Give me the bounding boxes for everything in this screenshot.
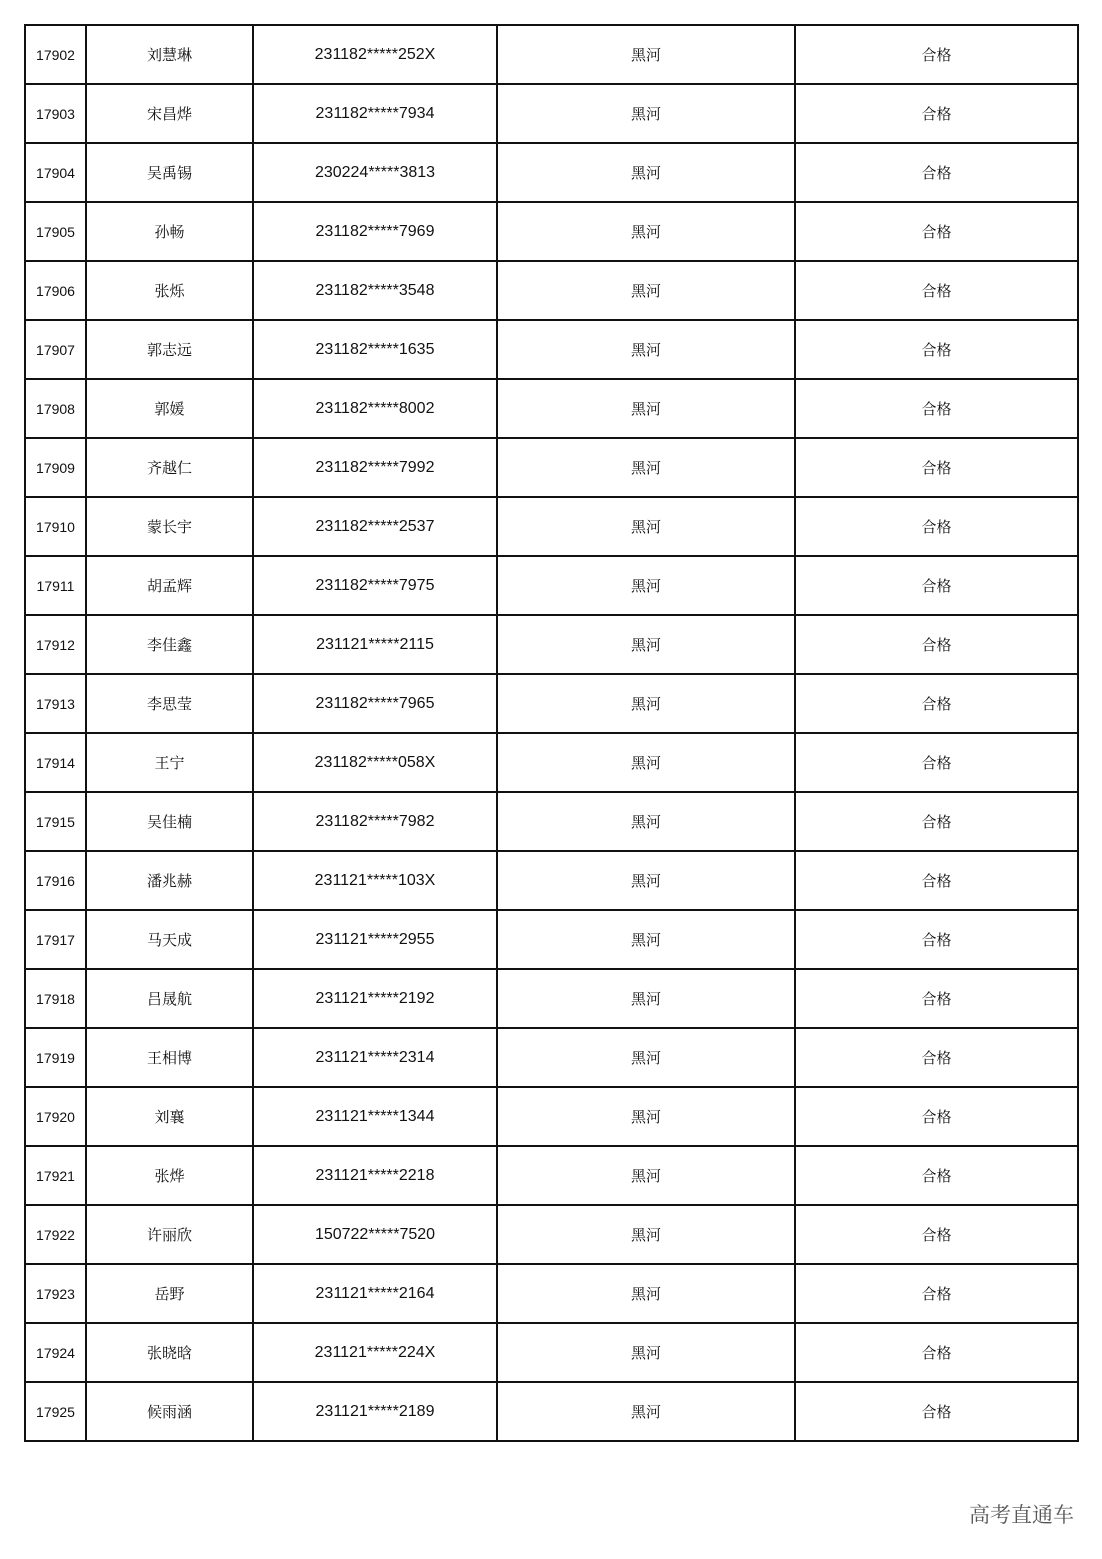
table-row — [25, 1028, 1078, 1087]
table-row — [25, 261, 1078, 320]
cell-number: 17924 — [25, 1323, 86, 1382]
cell-id-number: 231121*****2192 — [253, 969, 497, 1028]
cell-result: 合格 — [795, 1205, 1078, 1264]
cell-region: 黑河 — [497, 969, 795, 1028]
table-row — [25, 497, 1078, 556]
cell-result: 合格 — [795, 1382, 1078, 1441]
cell-id-number: 231182*****1635 — [253, 320, 497, 379]
cell-result: 合格 — [795, 674, 1078, 733]
cell-region: 黑河 — [497, 84, 795, 143]
cell-number: 17913 — [25, 674, 86, 733]
cell-result: 合格 — [795, 497, 1078, 556]
cell-id-number: 231182*****058X — [253, 733, 497, 792]
cell-region: 黑河 — [497, 733, 795, 792]
cell-region: 黑河 — [497, 1028, 795, 1087]
cell-name: 吴禹锡 — [86, 143, 253, 202]
table-row — [25, 615, 1078, 674]
cell-region: 黑河 — [497, 1146, 795, 1205]
cell-region: 黑河 — [497, 1264, 795, 1323]
cell-number: 17915 — [25, 792, 86, 851]
cell-region: 黑河 — [497, 1382, 795, 1441]
table-row — [25, 851, 1078, 910]
cell-result: 合格 — [795, 25, 1078, 84]
table-row — [25, 1087, 1078, 1146]
cell-result: 合格 — [795, 910, 1078, 969]
table-row — [25, 733, 1078, 792]
cell-number: 17910 — [25, 497, 86, 556]
cell-result: 合格 — [795, 1087, 1078, 1146]
cell-name: 胡孟辉 — [86, 556, 253, 615]
cell-name: 许丽欣 — [86, 1205, 253, 1264]
cell-id-number: 231182*****7965 — [253, 674, 497, 733]
cell-number: 17922 — [25, 1205, 86, 1264]
cell-name: 宋昌烨 — [86, 84, 253, 143]
cell-id-number: 231121*****2955 — [253, 910, 497, 969]
cell-id-number: 231121*****2189 — [253, 1382, 497, 1441]
cell-id-number: 231121*****2115 — [253, 615, 497, 674]
cell-number: 17906 — [25, 261, 86, 320]
cell-name: 吴佳楠 — [86, 792, 253, 851]
cell-name: 蒙长宇 — [86, 497, 253, 556]
table-row — [25, 143, 1078, 202]
table-row — [25, 84, 1078, 143]
cell-number: 17925 — [25, 1382, 86, 1441]
cell-number: 17905 — [25, 202, 86, 261]
table-row — [25, 1323, 1078, 1382]
cell-name: 李佳鑫 — [86, 615, 253, 674]
cell-name: 齐越仁 — [86, 438, 253, 497]
results-sheet — [24, 24, 1077, 1442]
table-row — [25, 910, 1078, 969]
table-row — [25, 379, 1078, 438]
cell-number: 17920 — [25, 1087, 86, 1146]
cell-name: 李思莹 — [86, 674, 253, 733]
cell-id-number: 231121*****2314 — [253, 1028, 497, 1087]
cell-name: 候雨涵 — [86, 1382, 253, 1441]
cell-region: 黑河 — [497, 792, 795, 851]
table-body — [25, 25, 1078, 1441]
cell-number: 17917 — [25, 910, 86, 969]
cell-result: 合格 — [795, 615, 1078, 674]
results-table — [24, 24, 1079, 1442]
cell-name: 郭志远 — [86, 320, 253, 379]
cell-id-number: 231121*****2218 — [253, 1146, 497, 1205]
cell-result: 合格 — [795, 320, 1078, 379]
cell-id-number: 231182*****252X — [253, 25, 497, 84]
cell-id-number: 231182*****7934 — [253, 84, 497, 143]
cell-name: 张晓晗 — [86, 1323, 253, 1382]
cell-number: 17923 — [25, 1264, 86, 1323]
cell-result: 合格 — [795, 969, 1078, 1028]
cell-result: 合格 — [795, 1146, 1078, 1205]
cell-id-number: 230224*****3813 — [253, 143, 497, 202]
cell-result: 合格 — [795, 1323, 1078, 1382]
table-row — [25, 1264, 1078, 1323]
cell-result: 合格 — [795, 143, 1078, 202]
cell-result: 合格 — [795, 84, 1078, 143]
cell-name: 岳野 — [86, 1264, 253, 1323]
cell-region: 黑河 — [497, 143, 795, 202]
cell-number: 17912 — [25, 615, 86, 674]
cell-name: 吕晟航 — [86, 969, 253, 1028]
cell-region: 黑河 — [497, 497, 795, 556]
cell-number: 17921 — [25, 1146, 86, 1205]
cell-name: 王相博 — [86, 1028, 253, 1087]
cell-name: 刘慧琳 — [86, 25, 253, 84]
cell-region: 黑河 — [497, 261, 795, 320]
cell-name: 潘兆赫 — [86, 851, 253, 910]
cell-number: 17916 — [25, 851, 86, 910]
cell-number: 17909 — [25, 438, 86, 497]
table-row — [25, 674, 1078, 733]
cell-region: 黑河 — [497, 379, 795, 438]
cell-number: 17918 — [25, 969, 86, 1028]
cell-id-number: 231121*****2164 — [253, 1264, 497, 1323]
cell-id-number: 231182*****7975 — [253, 556, 497, 615]
cell-result: 合格 — [795, 851, 1078, 910]
table-row — [25, 792, 1078, 851]
cell-name: 张烁 — [86, 261, 253, 320]
table-row — [25, 1146, 1078, 1205]
cell-number: 17903 — [25, 84, 86, 143]
cell-id-number: 231182*****7969 — [253, 202, 497, 261]
cell-number: 17911 — [25, 556, 86, 615]
cell-number: 17904 — [25, 143, 86, 202]
cell-number: 17908 — [25, 379, 86, 438]
cell-region: 黑河 — [497, 1087, 795, 1146]
cell-result: 合格 — [795, 1028, 1078, 1087]
cell-name: 孙畅 — [86, 202, 253, 261]
table-row — [25, 1382, 1078, 1441]
cell-name: 马天成 — [86, 910, 253, 969]
cell-number: 17902 — [25, 25, 86, 84]
cell-id-number: 231182*****3548 — [253, 261, 497, 320]
cell-result: 合格 — [795, 379, 1078, 438]
cell-name: 刘襄 — [86, 1087, 253, 1146]
cell-id-number: 231182*****7982 — [253, 792, 497, 851]
table-row — [25, 1205, 1078, 1264]
table-row — [25, 556, 1078, 615]
cell-id-number: 231121*****1344 — [253, 1087, 497, 1146]
cell-number: 17919 — [25, 1028, 86, 1087]
cell-result: 合格 — [795, 202, 1078, 261]
cell-region: 黑河 — [497, 910, 795, 969]
cell-region: 黑河 — [497, 202, 795, 261]
cell-id-number: 231182*****8002 — [253, 379, 497, 438]
cell-region: 黑河 — [497, 1323, 795, 1382]
cell-name: 王宁 — [86, 733, 253, 792]
watermark-text: 高考直通车 — [969, 1503, 1074, 1527]
cell-id-number: 231182*****7992 — [253, 438, 497, 497]
table-row — [25, 438, 1078, 497]
cell-result: 合格 — [795, 733, 1078, 792]
cell-region: 黑河 — [497, 1205, 795, 1264]
cell-region: 黑河 — [497, 25, 795, 84]
table-row — [25, 202, 1078, 261]
cell-number: 17914 — [25, 733, 86, 792]
cell-number: 17907 — [25, 320, 86, 379]
cell-region: 黑河 — [497, 320, 795, 379]
cell-name: 郭媛 — [86, 379, 253, 438]
cell-result: 合格 — [795, 792, 1078, 851]
cell-result: 合格 — [795, 261, 1078, 320]
cell-result: 合格 — [795, 1264, 1078, 1323]
cell-result: 合格 — [795, 438, 1078, 497]
table-row — [25, 25, 1078, 84]
cell-region: 黑河 — [497, 674, 795, 733]
table-row — [25, 320, 1078, 379]
cell-region: 黑河 — [497, 438, 795, 497]
cell-region: 黑河 — [497, 851, 795, 910]
cell-id-number: 231182*****2537 — [253, 497, 497, 556]
cell-id-number: 231121*****224X — [253, 1323, 497, 1382]
cell-id-number: 231121*****103X — [253, 851, 497, 910]
cell-region: 黑河 — [497, 556, 795, 615]
cell-name: 张烨 — [86, 1146, 253, 1205]
cell-result: 合格 — [795, 556, 1078, 615]
cell-id-number: 150722*****7520 — [253, 1205, 497, 1264]
cell-region: 黑河 — [497, 615, 795, 674]
table-row — [25, 969, 1078, 1028]
